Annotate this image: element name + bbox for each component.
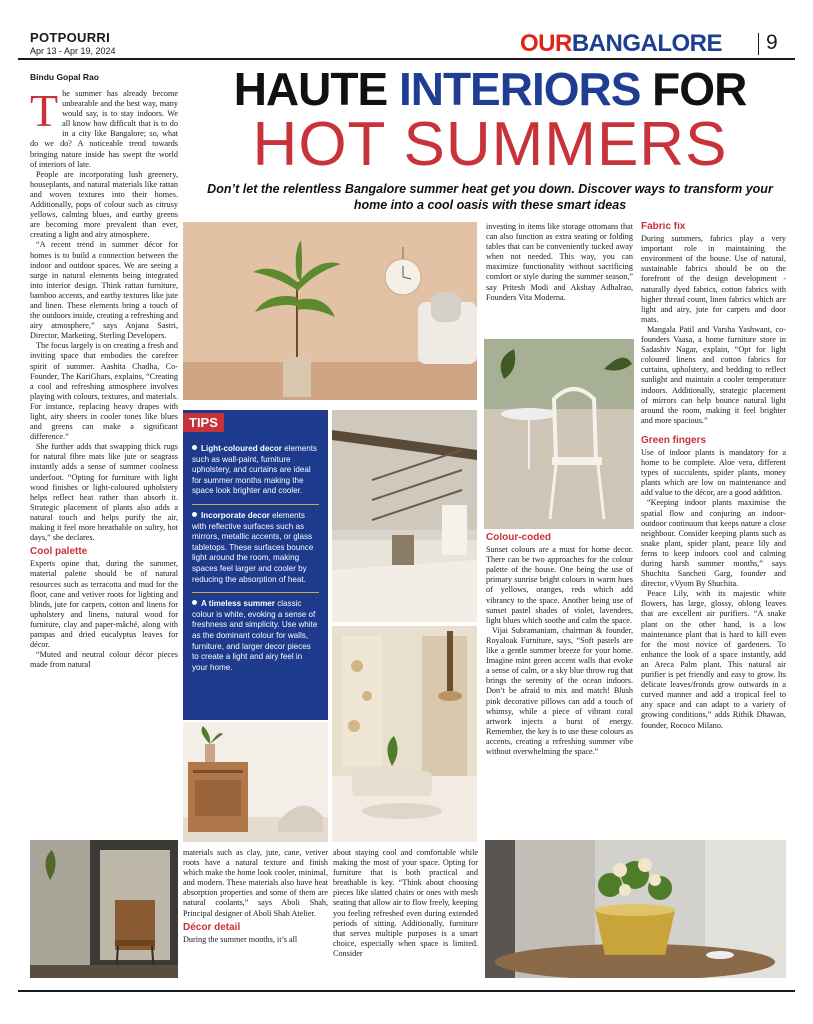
bullet-icon bbox=[192, 512, 197, 517]
col4-paragraph: During summers, fabrics play a very important role in maintaining the environment of the house. Use of natural, sustainable fabrics should be on the forefront of the design development - naturally dyed fabrics, cotton fabrics with higher thread count, linen fabrics which are light and airy, jute for carpets and door mats. bbox=[641, 234, 786, 324]
masthead-our: OUR bbox=[520, 30, 572, 57]
headline-line2: HOT SUMMERS bbox=[252, 110, 728, 179]
tip-text: classic colour is white, evoking a sense of freshness and simplicity. Use white as the dominant colour for walls, furniture, and larger decor pieces to create a light and airy feel in your home. bbox=[192, 599, 318, 672]
tip-text: elements such as wall-paint, furniture upholstery, and curtains are ideal for summer months making the space look brighter and cooler. bbox=[192, 444, 318, 496]
tips-title: TIPS bbox=[183, 413, 224, 432]
col1-paragraph: The focus largely is on creating a fresh and inviting space that embodies the carefree spirit of summer. Aashita Chadha, Co-Founder, The KariGhars, explains, “Creating a cool and refreshing atmosphere involves playing with colours, textures, and materials. For instance, replacing heavy drapes with light, airy sheers in cooler tones like blues and greens can make a significant difference.” bbox=[30, 341, 178, 442]
column-1 bbox=[30, 89, 178, 834]
bullet-icon bbox=[192, 445, 197, 450]
photo-living-room bbox=[183, 222, 477, 400]
col4-paragraph: Mangala Patil and Varsha Yashwant, co-founders Vaasa, a home furniture store in Sadashiv Nagar, explain, “Opt for light coloured linens and cotton fabrics for curtains, upholstery, and bedding to reflect sunlight and maintain a cooler temperature indoors. Additionally, strategic placement of mirrors can help bounce natural light around the room, making it feel brighter and more spacious.” bbox=[641, 324, 786, 425]
col3-paragraph: Sunset colours are a must for home decor. There can be two approaches for the colour palette of the house. One being the use of primary sunrise bright colours in warm hues of yellows, oranges, reds which add vibrancy to the space. Another being use of sunset pastel shades of violet, lavenders, light blues which soothe and calm the space. bbox=[486, 545, 633, 625]
subhead-cool-palette: Cool palette bbox=[30, 546, 88, 558]
tip-bold: Incorporate decor bbox=[201, 510, 270, 520]
tips-item bbox=[192, 505, 319, 593]
headline-haute: HAUTE bbox=[233, 63, 399, 115]
headline-line1 bbox=[190, 64, 790, 114]
photo-gold-planter bbox=[485, 840, 786, 978]
photo-staircase-hall bbox=[332, 410, 477, 622]
photo-garden-chair bbox=[484, 339, 634, 529]
photo-ornate-living-room bbox=[332, 626, 477, 842]
column-b bbox=[183, 848, 328, 978]
colb-paragraph: During the summer months, it’s all bbox=[183, 934, 298, 944]
bullet-icon bbox=[192, 600, 197, 605]
drop-cap: T bbox=[30, 89, 59, 136]
tips-box bbox=[183, 410, 328, 720]
column-4 bbox=[641, 222, 786, 834]
masthead-city: BANGALORE bbox=[571, 30, 723, 57]
standfirst: Don’t let the relentless Bangalore summer heat get you down. Discover ways to transform your home into a cool oasis with these smart ideas bbox=[207, 182, 773, 212]
col1-lead: he summer has already become unbearable and the best way, many would say, is to stay indoors. We all know how difficult that is to do in a city like Bangalore; so, what do we do? A noticeable trend towards bringing nature inside has swept the world of interiors of late. bbox=[30, 89, 178, 169]
headline-for: FOR bbox=[640, 63, 747, 115]
column-3-bottom bbox=[486, 533, 633, 833]
col3-paragraph: Vijai Subramaniam, chairman & founder, Royaloak Furniture, says, “Soft pastels are like a gentle summer breeze for your home. Imagine mint green accent walls that evoke a sense of calm, or a sky blue throw rug that brings the serenity of the ocean indoors. Don’t be afraid to mix and match! Blush pink decorative pillows can add a touch of whimsy, while a piece of vibrant coral artwork injects a burst of energy. Remember, the key is to use these colours as accents, creating a refreshing summer vibe without overwhelming the space.” bbox=[486, 625, 633, 756]
masthead-divider bbox=[758, 33, 759, 55]
col4-paragraph: Use of indoor plants is mandatory for a home to be complete. Aloe vera, different types of succulents, spider plants, money plants which are low on maintenance and add value to the décor, are a good addition. bbox=[641, 447, 786, 498]
col4-paragraph: Peace Lily, with its majestic white flowers, has large, glossy, oblong leaves that are excellent air purifiers. “A snake plant on the other hand, is a low maintenance plant that is hard to kill even for the most novice of gardeners. To enhance the look of a space instantly, add an Areca Palm plant. This natural air purifier is pet friendly and easy to grow. Its delicate leaves/fronds grow outwards in a curved manner and add a tropical feel to any space and can adapt to a variety of growing conditions,” adds Rithik Dhawan, founder, Rococo Milano. bbox=[641, 589, 786, 730]
column-c bbox=[333, 848, 478, 978]
col1-paragraph: “A recent trend in summer décor for homes is to build a connection between the indoor and outdoor spaces. We are seeing a surge in natural elements being integrated into interior design. Think rattan furniture, bamboo accents, and earthy textures like jute and linen. These elements bring a touch of the outdoors inside, creating a refreshing and airy atmosphere,” says Anjana Sastri, Director, Marketing, Sterling Developers. bbox=[30, 240, 178, 341]
header-rule bbox=[18, 58, 795, 60]
masthead bbox=[520, 30, 722, 58]
photo-rattan-chair bbox=[30, 840, 178, 978]
headline-interiors: INTERIORS bbox=[398, 63, 641, 115]
tip-bold: A timeless summer bbox=[201, 599, 275, 609]
page-number: 9 bbox=[766, 31, 778, 54]
subhead-fabric-fix: Fabric fix bbox=[641, 222, 686, 232]
subhead-green-fingers: Green fingers bbox=[641, 434, 707, 446]
column-3-top bbox=[486, 222, 633, 337]
colb-paragraph: materials such as clay, jute, cane, vetiver roots have a natural texture and finish which make the home look cooler, minimal, and modern. These materials also have heat absorption properties and some of them are natural coolants,” says Aboli Shah, Principal designer of Aboli Shah Atelier. bbox=[183, 848, 328, 918]
tip-text: elements with reflective surfaces such as mirrors, metallic accents, or glass tabletops. These surfaces bounce light around the room, making spaces feel larger and cooler by reducing the absorption of heat. bbox=[192, 510, 314, 584]
col3-paragraph: investing in items like storage ottomans that can also function as extra seating or folding tables that can be conveniently tucked away when not needed. This way, you can maximize functionality without sacrificing comfort or style during the summer season,” say Pritesh Modi and Akshay Adhalrao, Founders Vita Moderna. bbox=[486, 222, 633, 302]
col1-paragraph: People are incorporating lush greenery, houseplants, and natural materials like rattan and woven textures into their homes. Additionally, pops of colour such as citrusy yellows, calming blues, and earthy greens are becoming more prevalent than ever, creating a light and airy atmosphere. bbox=[30, 169, 178, 240]
photo-wooden-rack bbox=[183, 722, 328, 842]
tips-item bbox=[192, 593, 319, 680]
col1-paragraph: Experts opine that, during the summer, material palette should be of natural resources such as terracotta and mud for the floor, cane and vetiver roots for lighting and blinds, jute for carpets, cotton and linens for upholstery and linens, natural wood for furniture, clay and paper-mâché, along with pampas and dried eucalyptus leaves for décor. bbox=[30, 559, 178, 650]
col4-paragraph: “Keeping indoor plants maximise the spatial flow and conjuring an indoor-outdoor continuum that keeps nature a close neighbour. Consider keeping plants such as snake plant, spider plant, peace lily and ferns to keep indoors cool and calming during harsh summer months,” says Shuchita Sancheti Garg, founder and director, vVyom By Shuchita. bbox=[641, 498, 786, 589]
issue-date: Apr 13 - Apr 19, 2024 bbox=[30, 46, 116, 56]
subhead-decor-detail: Décor detail bbox=[183, 921, 241, 933]
byline: Bindu Gopal Rao bbox=[30, 72, 99, 82]
tips-item bbox=[192, 438, 319, 505]
tip-bold: Light-coloured decor bbox=[201, 444, 282, 453]
subhead-colour-coded: Colour-coded bbox=[486, 533, 551, 543]
footer-rule bbox=[18, 990, 795, 992]
colc-paragraph: about staying cool and comfortable while making the most of your space. Opting for furniture that is both practical and breathable is key. “Think about choosing pieces like slatted chairs or ones with mesh seating that allow air to flow freely, keeping you feeling refreshed even during extended periods of sitting. Additionally, furniture that serves multiple purposes is a smart choice, especially when space is limited. Consider bbox=[333, 848, 478, 958]
col1-paragraph: “Muted and neutral colour décor pieces made from natural bbox=[30, 650, 178, 670]
section-label: POTPOURRI bbox=[30, 30, 110, 45]
col1-paragraph: She further adds that swapping thick rugs for natural fibre mats like jute or seagrass instantly adds a sense of summer coolness underfoot. “Opting for furniture with light wood finishes or light-coloured upholstery helps reflect heat rather than absorb it. Strategic placement of plants also adds a natural touch and helps purify the air, making it feel more breathable on sultry, hot days,” she declares. bbox=[30, 442, 178, 543]
